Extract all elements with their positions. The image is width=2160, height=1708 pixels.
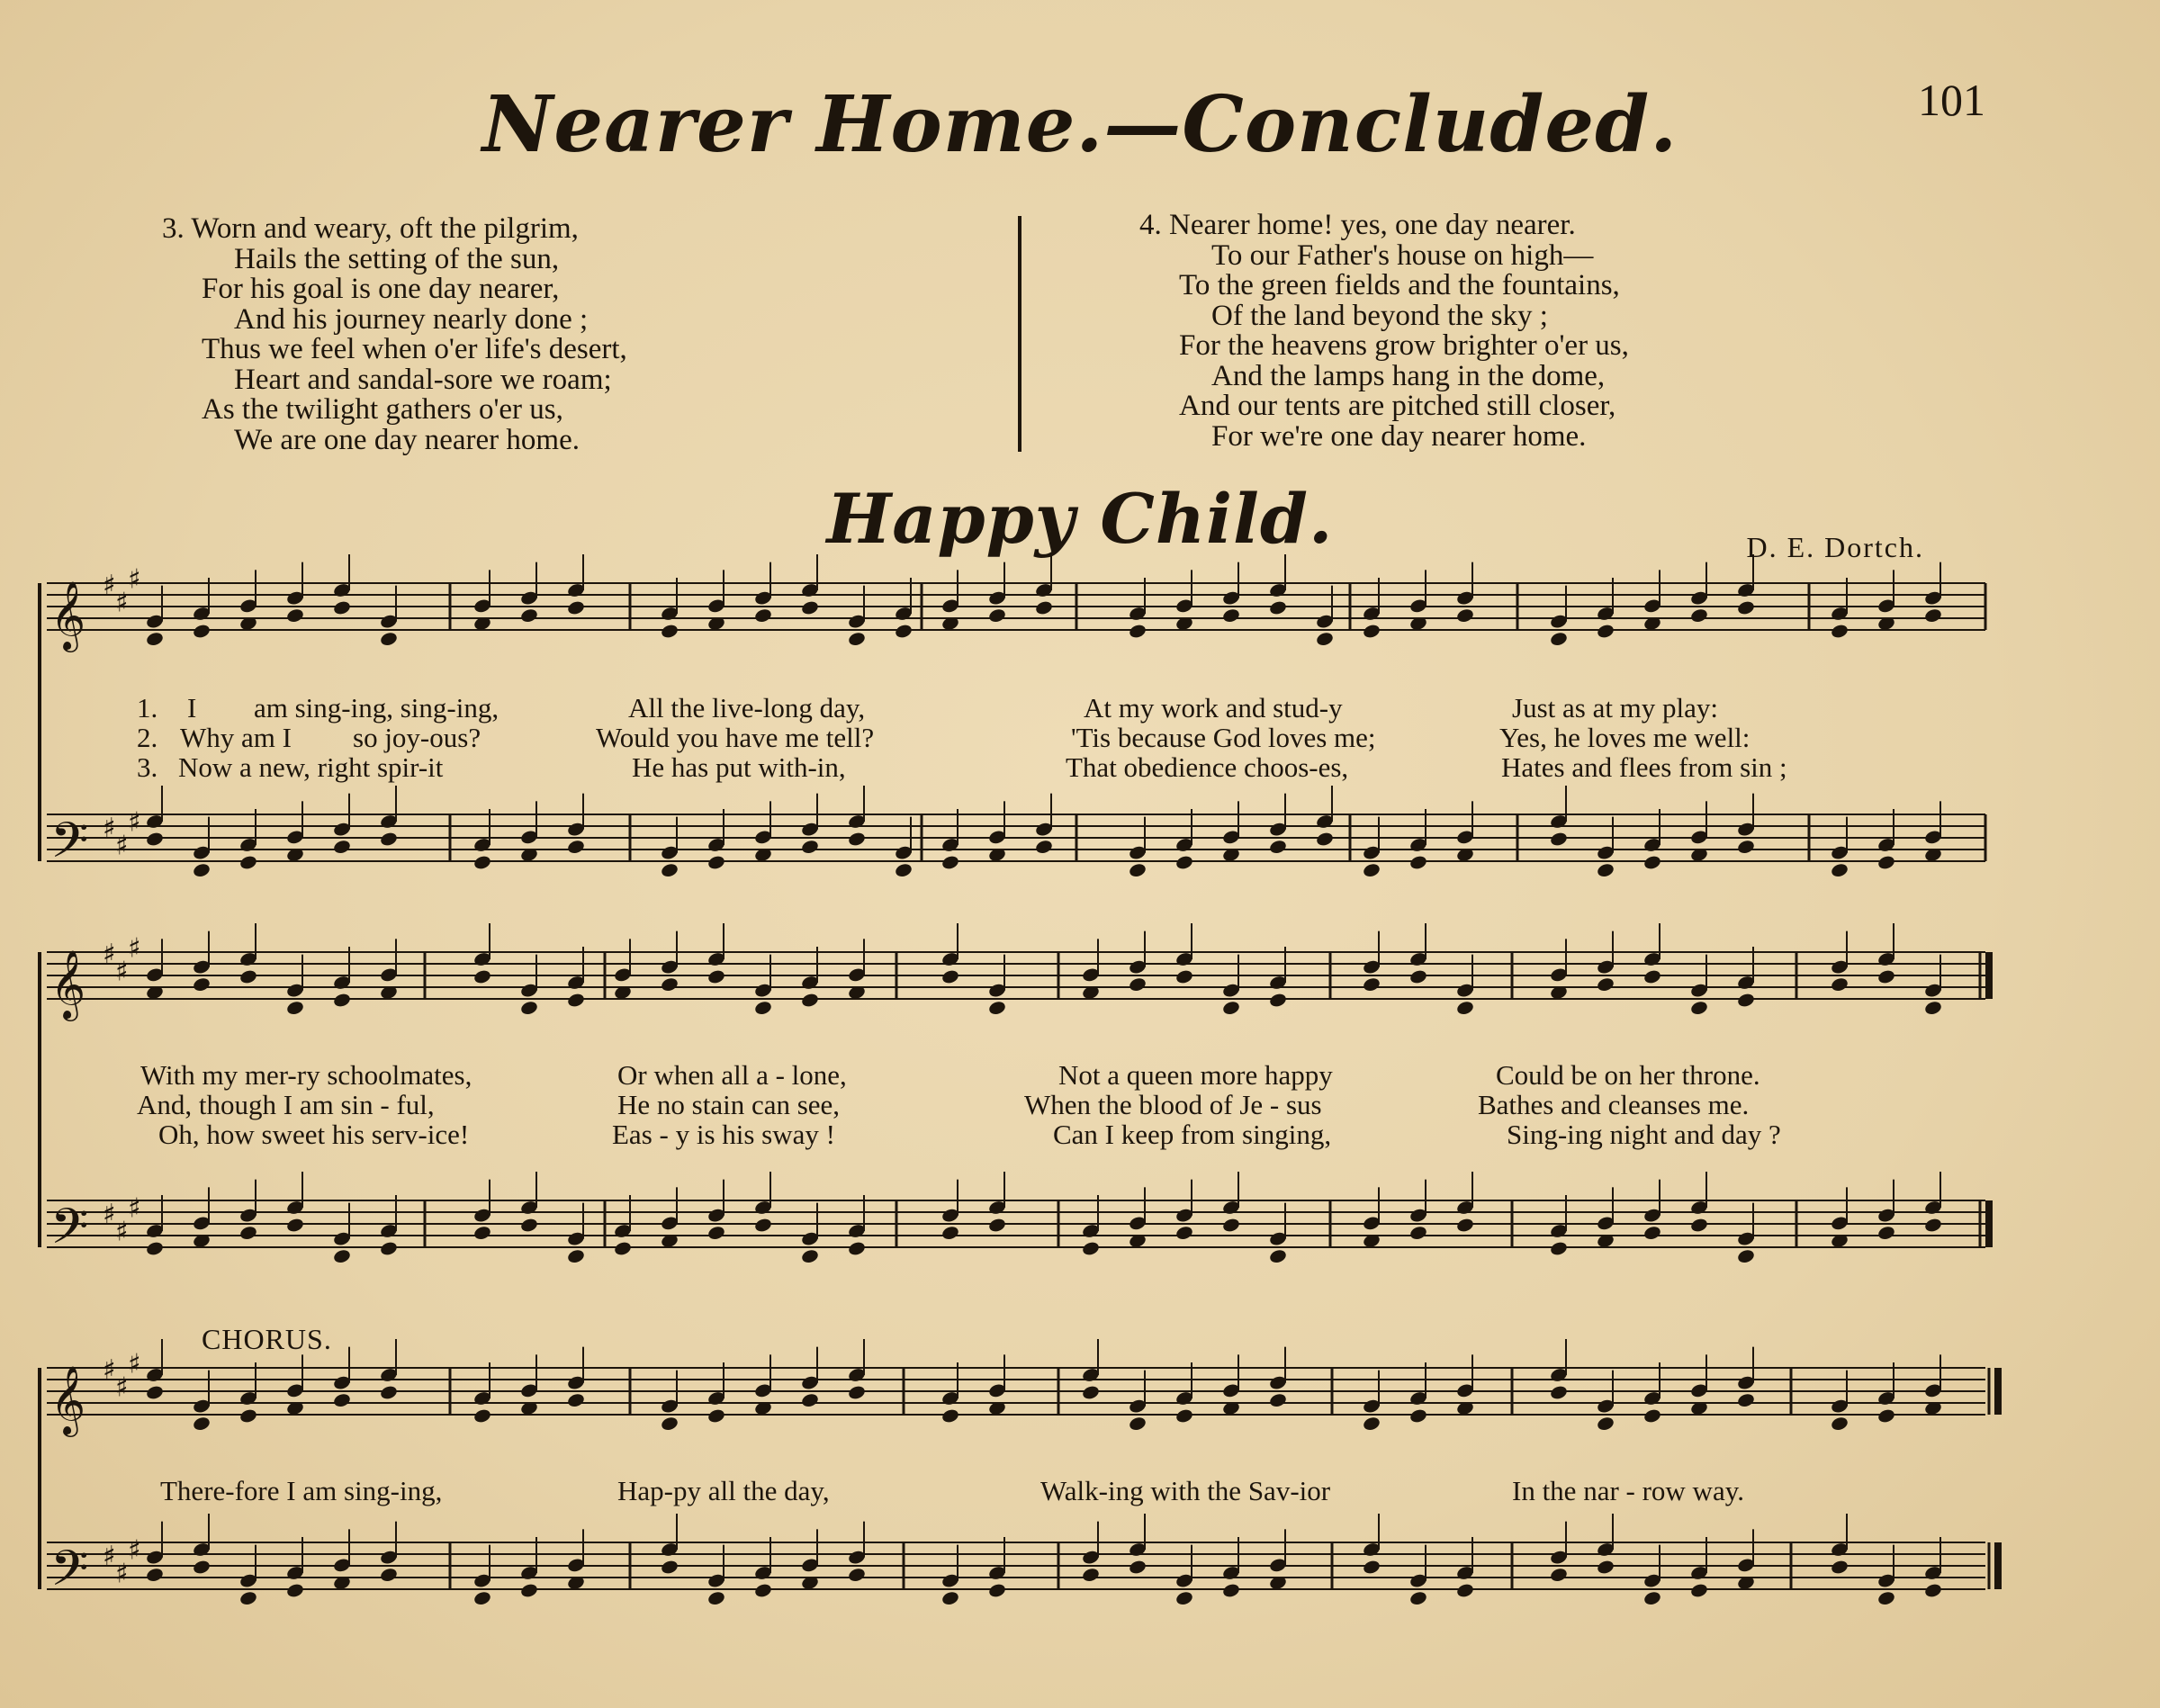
treble-clef-icon: 𝄞 bbox=[50, 580, 86, 650]
treble-clef-icon: 𝄞 bbox=[50, 1365, 86, 1434]
note-head bbox=[1221, 1217, 1240, 1233]
verse-line: Heart and sandal-sore we roam; bbox=[234, 363, 612, 396]
note-head bbox=[1408, 1407, 1427, 1424]
note-head bbox=[1830, 976, 1849, 993]
note-head bbox=[1689, 607, 1708, 624]
sharp-icon: ♯ bbox=[128, 1348, 141, 1380]
verse-line: For his goal is one day nearer, bbox=[202, 273, 560, 305]
note-head bbox=[145, 631, 164, 647]
note-head bbox=[847, 1240, 866, 1256]
lyric-line: 1. I am sing-ing, sing-ing, All the live-long day, At my work and stud-y Just as at my play: bbox=[137, 692, 1719, 724]
sharp-icon: ♯ bbox=[115, 830, 129, 862]
verse-line: And our tents are pitched still closer, bbox=[1179, 390, 1616, 422]
verse-line: As the twilight gathers o'er us, bbox=[202, 393, 563, 426]
treble-clef-icon: 𝄞 bbox=[50, 949, 86, 1019]
note-head bbox=[1736, 1392, 1755, 1408]
note-head bbox=[706, 1590, 725, 1606]
note-head bbox=[1876, 1407, 1895, 1424]
sharp-icon: ♯ bbox=[128, 563, 141, 596]
note-head bbox=[472, 1407, 491, 1424]
note-head bbox=[847, 1567, 866, 1583]
sharp-icon: ♯ bbox=[115, 1371, 129, 1404]
note-head bbox=[566, 992, 585, 1008]
note-head bbox=[1128, 1559, 1147, 1575]
note-head bbox=[1268, 1392, 1287, 1408]
note-head bbox=[706, 1407, 725, 1424]
note-head bbox=[1923, 1000, 1942, 1016]
note-head bbox=[238, 1225, 257, 1241]
lyric-line: And, though I am sin - ful, He no stain can see, When the blood of Je - sus Bathes and cleanses me. bbox=[137, 1089, 1750, 1120]
note-head bbox=[1830, 862, 1849, 878]
note-head bbox=[660, 976, 679, 993]
note-head bbox=[660, 1416, 679, 1432]
lyric-line: Oh, how sweet his serv-ice! Eas - y is his sway ! Can I keep from singing, Sing-ing night and day ? bbox=[158, 1119, 1781, 1150]
note-head bbox=[1830, 1559, 1849, 1575]
sharp-icon: ♯ bbox=[103, 813, 116, 844]
note-head bbox=[1455, 607, 1474, 624]
note-head bbox=[1034, 599, 1053, 616]
note-head bbox=[1362, 976, 1381, 993]
note-head bbox=[566, 1248, 585, 1264]
sharp-icon: ♯ bbox=[128, 932, 141, 965]
note-head bbox=[1549, 1384, 1568, 1400]
note-head bbox=[1689, 1000, 1708, 1016]
note-head bbox=[1128, 1416, 1147, 1432]
verse-line: Of the land beyond the sky ; bbox=[1211, 299, 1548, 332]
note-head bbox=[332, 599, 351, 616]
note-head bbox=[894, 862, 913, 878]
note-head bbox=[1923, 607, 1942, 624]
note-head bbox=[1174, 854, 1193, 870]
note-head bbox=[1128, 623, 1147, 639]
note-head bbox=[332, 992, 351, 1008]
note-head bbox=[1549, 1240, 1568, 1256]
note-head bbox=[1642, 1590, 1661, 1606]
note-head bbox=[1642, 968, 1661, 984]
note-head bbox=[379, 1384, 398, 1400]
note-head bbox=[238, 1407, 257, 1424]
verse-line: For the heavens grow brighter o'er us, bbox=[1179, 329, 1629, 362]
lyric-line: There-fore I am sing-ing, Hap-py all the day, Walk-ing with the Sav-ior In the nar - row way. bbox=[160, 1475, 1744, 1506]
note-head bbox=[566, 1392, 585, 1408]
note-head bbox=[1455, 1000, 1474, 1016]
page-number: 101 bbox=[1918, 75, 1985, 125]
note-head bbox=[192, 1559, 211, 1575]
note-head bbox=[987, 1582, 1006, 1598]
note-head bbox=[1876, 968, 1895, 984]
final-bar bbox=[1994, 1368, 2002, 1415]
note-head bbox=[1596, 976, 1615, 993]
note-head bbox=[1268, 1248, 1287, 1264]
note-head bbox=[1221, 1582, 1240, 1598]
note-head bbox=[472, 854, 491, 870]
note-head bbox=[1081, 1567, 1100, 1583]
note-head bbox=[1408, 968, 1427, 984]
note-head bbox=[1362, 1416, 1381, 1432]
note-head bbox=[1221, 607, 1240, 624]
note-head bbox=[1315, 631, 1334, 647]
lyrics-system-1 bbox=[0, 693, 2160, 782]
note-head bbox=[1923, 1217, 1942, 1233]
note-head bbox=[1876, 854, 1895, 870]
note-head bbox=[800, 1248, 819, 1264]
note-head bbox=[940, 1407, 959, 1424]
note-head bbox=[1596, 1416, 1615, 1432]
note-head bbox=[800, 1392, 819, 1408]
note-head bbox=[800, 599, 819, 616]
note-head bbox=[1128, 976, 1147, 993]
note-head bbox=[1736, 839, 1755, 855]
note-head bbox=[847, 631, 866, 647]
note-head bbox=[1362, 623, 1381, 639]
note-head bbox=[800, 992, 819, 1008]
note-head bbox=[706, 854, 725, 870]
note-head bbox=[192, 976, 211, 993]
note-head bbox=[472, 1225, 491, 1241]
note-head bbox=[1830, 1416, 1849, 1432]
note-head bbox=[847, 831, 866, 847]
note-head bbox=[192, 862, 211, 878]
note-head bbox=[379, 631, 398, 647]
verse-line: And his journey nearly done ; bbox=[234, 302, 589, 336]
note-head bbox=[800, 839, 819, 855]
sharp-icon: ♯ bbox=[115, 1558, 129, 1590]
note-head bbox=[145, 1384, 164, 1400]
sharp-icon: ♯ bbox=[103, 1199, 116, 1230]
verse-line: To our Father's house on high— bbox=[1211, 238, 1594, 272]
note-head bbox=[1174, 1407, 1193, 1424]
note-head bbox=[285, 1000, 304, 1016]
note-head bbox=[1081, 1384, 1100, 1400]
note-head bbox=[379, 1567, 398, 1583]
sharp-icon: ♯ bbox=[128, 1192, 141, 1225]
note-head bbox=[1549, 831, 1568, 847]
note-head bbox=[1642, 1225, 1661, 1241]
note-head bbox=[238, 1590, 257, 1606]
note-head bbox=[1268, 839, 1287, 855]
note-head bbox=[940, 1590, 959, 1606]
note-head bbox=[1830, 623, 1849, 639]
note-head bbox=[894, 623, 913, 639]
note-head bbox=[1689, 1217, 1708, 1233]
note-head bbox=[1549, 1567, 1568, 1583]
sharp-icon: ♯ bbox=[103, 939, 116, 970]
sharp-icon: ♯ bbox=[103, 1354, 116, 1386]
sharp-icon: ♯ bbox=[103, 570, 116, 601]
note-head bbox=[1736, 599, 1755, 616]
final-bar bbox=[1985, 1200, 1993, 1247]
note-head bbox=[192, 1416, 211, 1432]
note-head bbox=[472, 1590, 491, 1606]
verse-line: 4. Nearer home! yes, one day nearer. bbox=[1139, 209, 1576, 241]
composer-credit: D. E. Dortch. bbox=[1746, 531, 1924, 563]
note-head bbox=[1876, 1590, 1895, 1606]
note-head bbox=[753, 1000, 772, 1016]
note-head bbox=[940, 1225, 959, 1241]
note-head bbox=[987, 1217, 1006, 1233]
page-title: Nearer Home.—Concluded. bbox=[482, 79, 1678, 170]
note-head bbox=[1128, 862, 1147, 878]
note-head bbox=[519, 1217, 538, 1233]
note-head bbox=[1549, 631, 1568, 647]
bass-clef-icon: 𝄢 bbox=[50, 1540, 89, 1609]
note-head bbox=[566, 599, 585, 616]
note-head bbox=[1268, 599, 1287, 616]
note-head bbox=[1923, 1582, 1942, 1598]
chorus-label: CHORUS. bbox=[202, 1323, 332, 1355]
note-head bbox=[1736, 992, 1755, 1008]
sharp-icon: ♯ bbox=[103, 1541, 116, 1572]
note-head bbox=[1408, 1225, 1427, 1241]
note-head bbox=[1642, 1407, 1661, 1424]
note-head bbox=[1362, 1559, 1381, 1575]
note-head bbox=[660, 1559, 679, 1575]
note-head bbox=[238, 854, 257, 870]
verse-line: For we're one day nearer home. bbox=[1211, 419, 1587, 453]
verse-line: We are one day nearer home. bbox=[234, 423, 580, 456]
note-head bbox=[145, 831, 164, 847]
note-head bbox=[1362, 862, 1381, 878]
note-head bbox=[1408, 1590, 1427, 1606]
bass-clef-icon: 𝄢 bbox=[50, 812, 89, 881]
note-head bbox=[847, 1384, 866, 1400]
note-head bbox=[987, 1000, 1006, 1016]
verse-line: Hails the setting of the sun, bbox=[234, 242, 560, 275]
note-head bbox=[285, 607, 304, 624]
note-head bbox=[519, 607, 538, 624]
note-head bbox=[987, 607, 1006, 624]
note-head bbox=[332, 839, 351, 855]
note-head bbox=[379, 1240, 398, 1256]
note-head bbox=[519, 1000, 538, 1016]
note-head bbox=[753, 1582, 772, 1598]
note-head bbox=[145, 1567, 164, 1583]
note-head bbox=[1455, 1217, 1474, 1233]
sharp-icon: ♯ bbox=[115, 956, 129, 988]
note-head bbox=[753, 607, 772, 624]
note-head bbox=[613, 1240, 632, 1256]
note-head bbox=[660, 623, 679, 639]
note-head bbox=[145, 1240, 164, 1256]
verse-line: And the lamps hang in the dome, bbox=[1211, 359, 1606, 392]
sharp-icon: ♯ bbox=[128, 806, 141, 839]
note-head bbox=[1642, 854, 1661, 870]
note-head bbox=[285, 1582, 304, 1598]
song-title: Happy Child. bbox=[826, 479, 1334, 559]
note-head bbox=[1455, 1582, 1474, 1598]
sharp-icon: ♯ bbox=[115, 1216, 129, 1248]
note-head bbox=[1174, 1225, 1193, 1241]
note-head bbox=[472, 968, 491, 984]
note-head bbox=[940, 968, 959, 984]
note-head bbox=[519, 1582, 538, 1598]
note-head bbox=[1081, 1240, 1100, 1256]
sharp-icon: ♯ bbox=[128, 1534, 141, 1567]
note-head bbox=[566, 839, 585, 855]
lyric-line: With my mer-ry schoolmates, Or when all a - lone, Not a queen more happy Could be on her throne. bbox=[140, 1059, 1760, 1091]
note-head bbox=[332, 1248, 351, 1264]
note-head bbox=[1408, 854, 1427, 870]
note-head bbox=[1174, 1590, 1193, 1606]
lyric-line: 3. Now a new, right spir-it He has put with-in, That obedience choos-es, Hates and flees from sin ; bbox=[137, 751, 1787, 783]
note-head bbox=[379, 831, 398, 847]
verse-line: Thus we feel when o'er life's desert, bbox=[202, 333, 627, 365]
note-head bbox=[1034, 839, 1053, 855]
note-head bbox=[706, 1225, 725, 1241]
final-bar bbox=[1994, 1542, 2002, 1589]
note-head bbox=[1596, 862, 1615, 878]
final-bar bbox=[1985, 952, 1993, 999]
note-head bbox=[285, 1217, 304, 1233]
verse-line: 3. Worn and weary, oft the pilgrim, bbox=[162, 212, 579, 245]
note-head bbox=[1315, 831, 1334, 847]
lyrics-chorus bbox=[0, 1476, 2160, 1506]
note-head bbox=[660, 862, 679, 878]
note-head bbox=[753, 1217, 772, 1233]
note-head bbox=[1174, 968, 1193, 984]
bass-clef-icon: 𝄢 bbox=[50, 1198, 89, 1267]
note-head bbox=[940, 854, 959, 870]
note-head bbox=[1221, 1000, 1240, 1016]
note-head bbox=[332, 1392, 351, 1408]
lyrics-system-2 bbox=[0, 1060, 2160, 1149]
lyric-line: 2. Why am I so joy-ous? Would you have me tell? 'Tis because God loves me; Yes, he loves me well: bbox=[137, 722, 1750, 753]
note-head bbox=[1596, 1559, 1615, 1575]
note-head bbox=[1596, 623, 1615, 639]
sharp-icon: ♯ bbox=[115, 587, 129, 619]
verse-line: To the green fields and the fountains, bbox=[1179, 269, 1620, 301]
note-head bbox=[1689, 1582, 1708, 1598]
note-head bbox=[1736, 1248, 1755, 1264]
note-head bbox=[192, 623, 211, 639]
note-head bbox=[706, 968, 725, 984]
note-head bbox=[1268, 992, 1287, 1008]
note-head bbox=[238, 968, 257, 984]
note-head bbox=[1876, 1225, 1895, 1241]
